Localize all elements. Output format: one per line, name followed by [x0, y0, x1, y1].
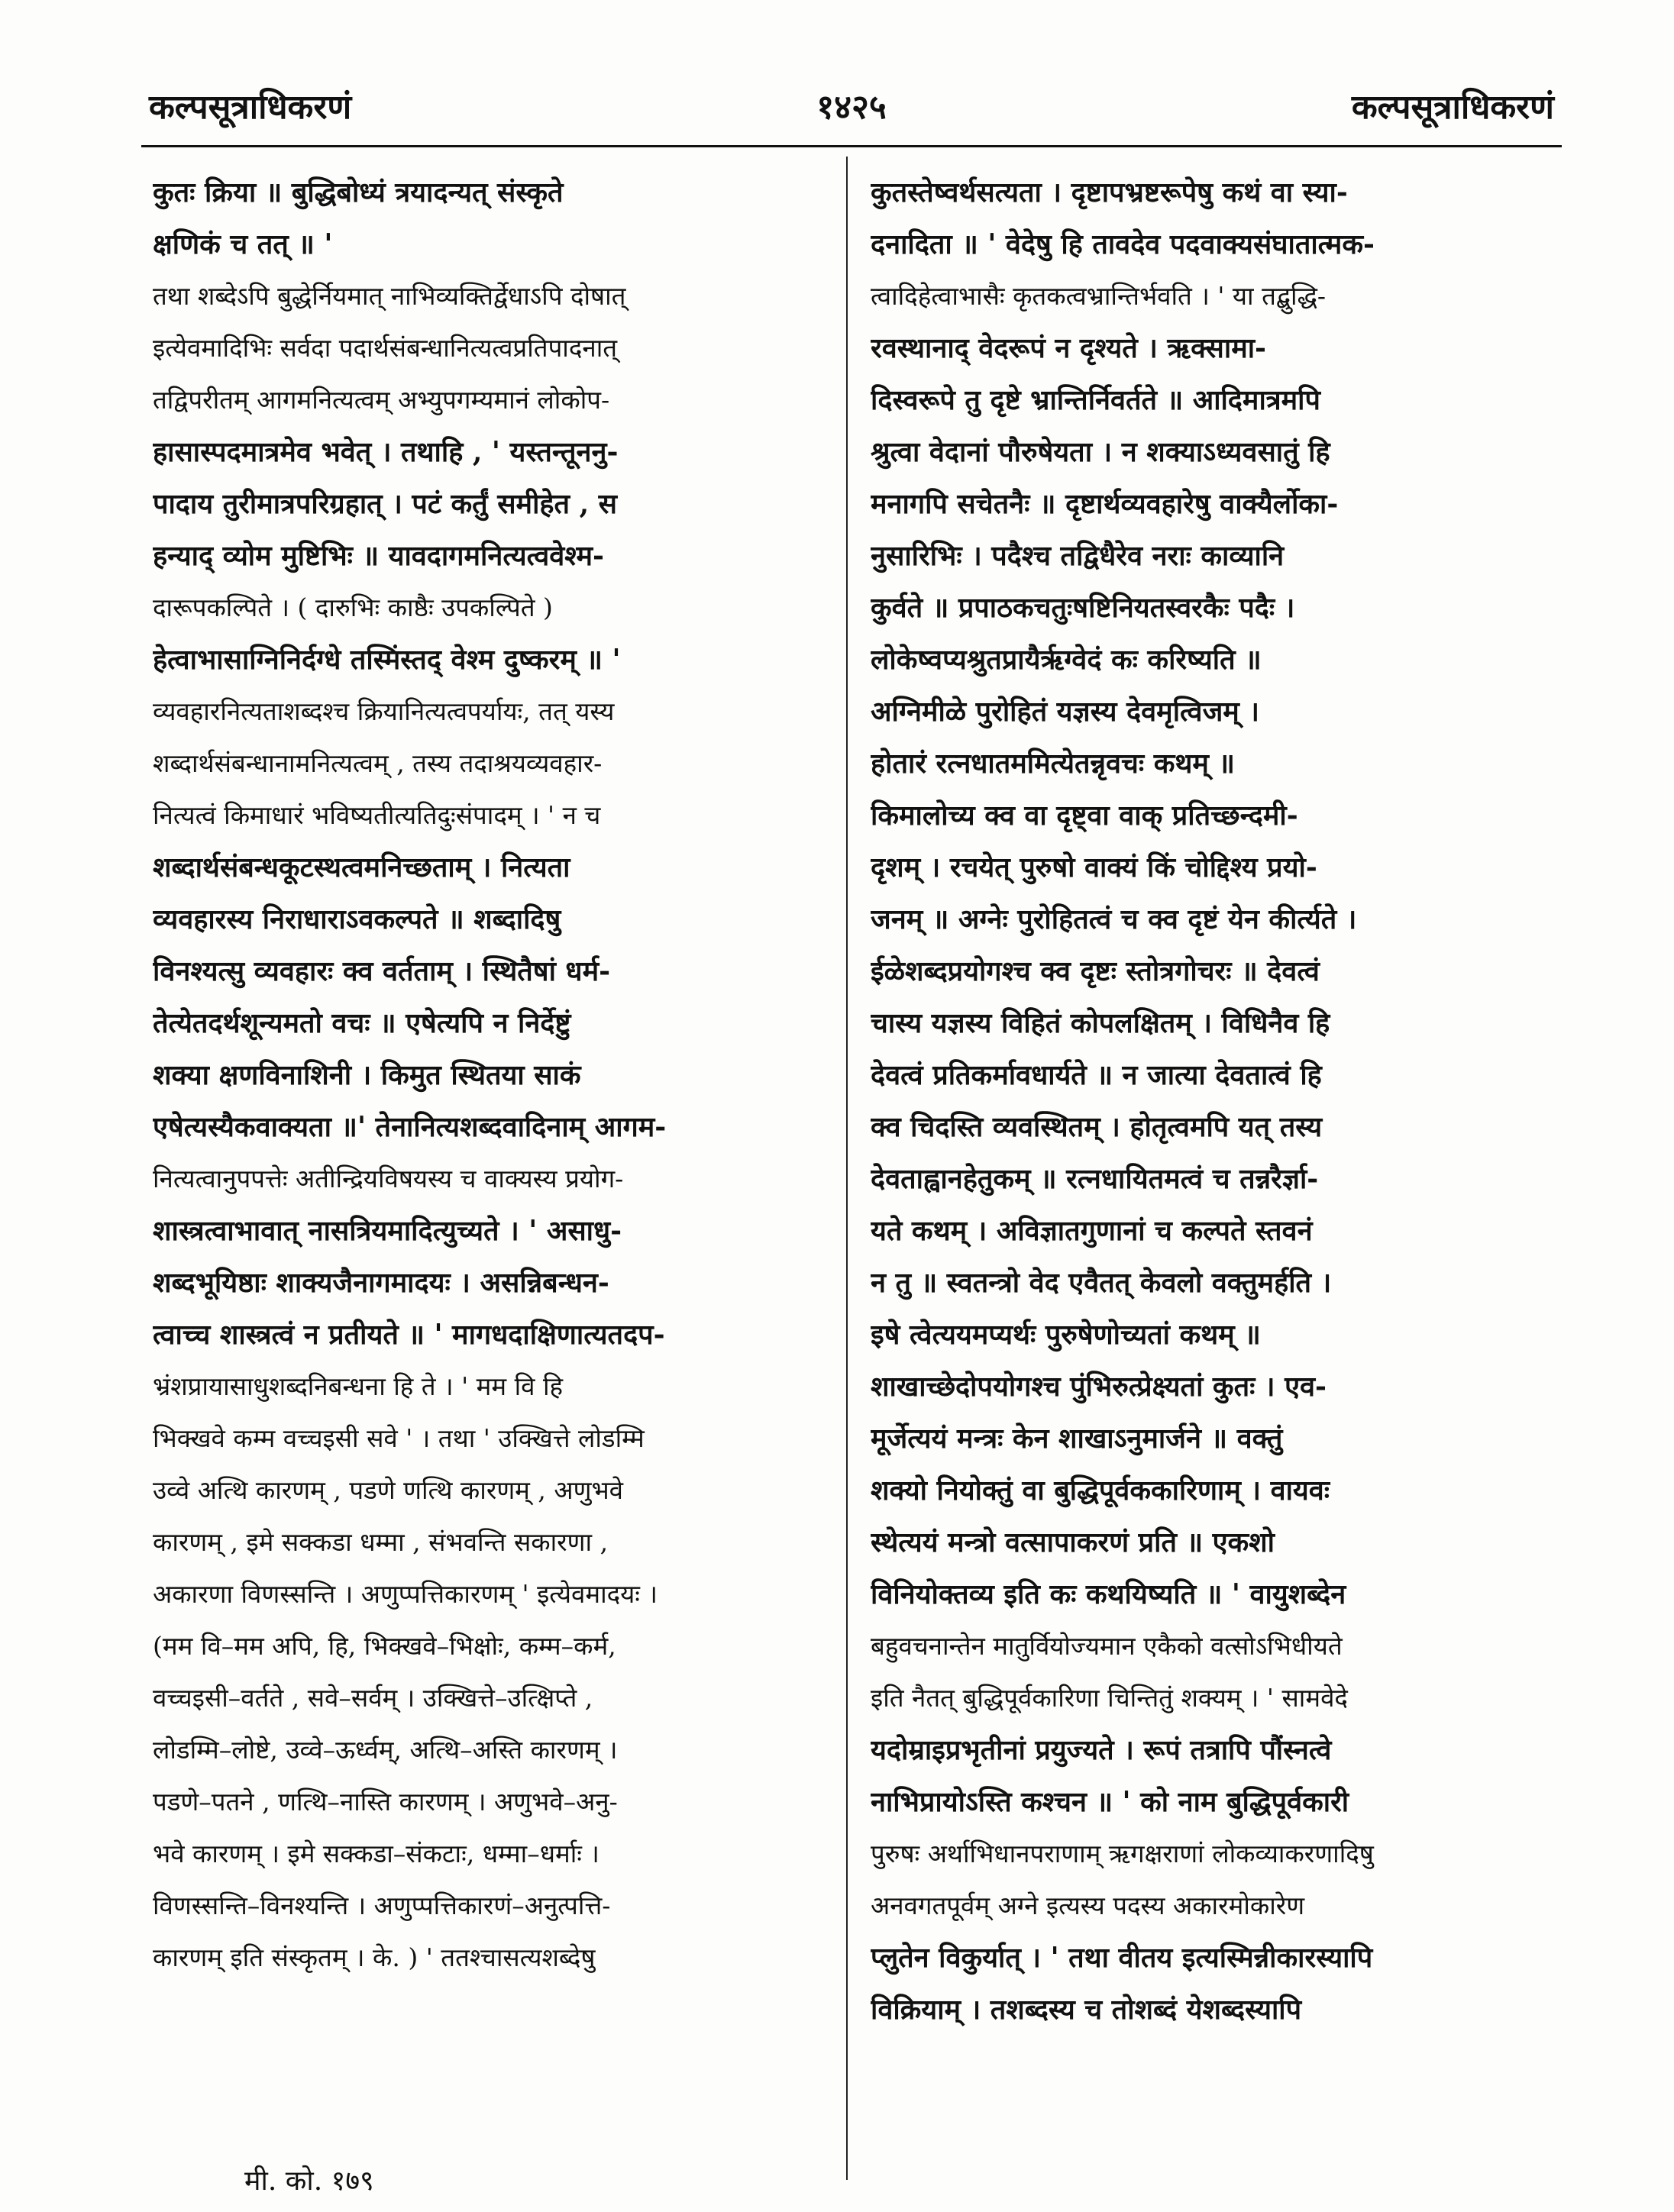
page-number: १४२५ — [816, 88, 887, 127]
left-column-line: हासास्पदमात्रमेव भवेत् । तथाहि , ' यस्तन्तूननु- — [153, 436, 619, 468]
right-column-line: कुतस्तेष्वर्थसत्यता । दृष्टापभ्रष्टरूपेषु कथं वा स्या- — [871, 176, 1348, 208]
right-column-line: नुसारिभिः । पदैश्च तद्विधैरेव नराः काव्यानि — [871, 540, 1285, 572]
left-column-line: विणस्सन्ति–विनश्यन्ति । अणुप्पत्तिकारणं–अनुत्पत्ति- — [153, 1891, 611, 1920]
left-column-line: इत्येवमादिभिः सर्वदा पदार्थसंबन्धानित्यत्वप्रतिपादनात् — [153, 333, 618, 363]
left-column-line: भवे कारणम् । इमे सक्कडा–संकटाः, धम्मा–धर्माः । — [153, 1839, 599, 1868]
right-column-line: ईळेशब्दप्रयोगश्च क्व दृष्टः स्तोत्रगोचरः ॥ देवत्वं — [871, 955, 1320, 987]
left-column-line: हेत्वाभासाग्निनिर्दग्धे तस्मिंस्तद् वेश्म दुष्करम् ॥ ' — [153, 644, 621, 676]
right-column-line: बहुवचनान्तेन मातुर्वियोज्यमान एकैको वत्सोऽभिधीयते — [871, 1631, 1343, 1661]
left-column-line: नित्यत्वं किमाधारं भविष्यतीत्यतिदुःसंपादम् । ' न च — [153, 800, 601, 830]
right-column-line: यते कथम् । अविज्ञातगुणानां च कल्पते स्तवनं — [871, 1215, 1313, 1247]
right-column-line: इति नैतत् बुद्धिपूर्वकारिणा चिन्तितुं शक्यम् । ' सामवेदे — [871, 1683, 1348, 1713]
left-column-line: तथा शब्देऽपि बुद्धेर्नियमात् नाभिव्यक्तिर्द्वेधाऽपि दोषात् — [153, 281, 626, 311]
left-column-line: विनश्यत्सु व्यवहारः क्व वर्तताम् । स्थितैषां धर्म- — [153, 955, 611, 987]
column-divider — [846, 157, 848, 2180]
footer-signature: मी. को. १७९ — [244, 2165, 374, 2197]
left-column-line: दारूपकल्पिते । ( दारुभिः काष्ठैः उपकल्पिते ) — [153, 593, 553, 622]
right-column-line: अग्निमीळे पुरोहितं यज्ञस्य देवमृत्विजम् । — [871, 696, 1259, 728]
right-column-line: पुरुषः अर्थाभिधानपराणाम् ऋगक्षराणां लोकव्याकरणादिषु — [871, 1839, 1374, 1868]
left-column-line: हन्याद् व्योम मुष्टिभिः ॥ यावदागमनित्यत्ववेश्म- — [153, 540, 604, 572]
left-column-line: शब्दार्थसंबन्धानामनित्यत्वम् , तस्य तदाश्रयव्यवहार- — [153, 748, 603, 778]
left-column-line: वच्चइसी–वर्तते , सवे–सर्वम् । उक्खित्ते–उत्क्षिप्ते , — [153, 1683, 593, 1713]
page-header — [141, 76, 1562, 137]
right-column-line: दिस्वरूपे तु दृष्टे भ्रान्तिर्निवर्तते ॥ आदिमात्रमपि — [871, 384, 1320, 416]
left-column-line: अकारणा विणस्सन्ति । अणुप्पत्तिकारणम् ' इत्येवमादयः । — [153, 1579, 658, 1609]
right-column-line: किमालोच्य क्व वा दृष्ट्वा वाक् प्रतिच्छन्दमी- — [871, 799, 1298, 832]
right-column-line: जनम् ॥ अग्नेः पुरोहितत्वं च क्व दृष्टं येन कीर्त्यते । — [871, 903, 1357, 935]
header-right-title: कल्पसूत्राधिकरणं — [1351, 88, 1554, 127]
right-column-line: चास्य यज्ञस्य विहितं कोपलक्षितम् । विधिनैव हि — [871, 1007, 1330, 1039]
left-column-line: शब्दभूयिष्ठाः शाक्यजैनागमादयः । असन्निबन्धन- — [153, 1267, 609, 1299]
left-column-line: कुतः क्रिया ॥ बुद्धिबोध्यं त्रयादन्यत् संस्कृते — [153, 176, 564, 208]
left-column-line: शक्या क्षणविनाशिनी । किमुत स्थितया साकं — [153, 1059, 581, 1091]
left-column-line: कारणम् , इमे सक्कडा धम्मा , संभवन्ति सकारणा , — [153, 1527, 609, 1557]
right-column-line: दृशम् । रचयेत् पुरुषो वाक्यं किं चोद्दिश्य प्रयो- — [871, 851, 1317, 883]
right-column-line: शाखाच्छेदोपयोगश्च पुंभिरुत्प्रेक्ष्यतां कुतः । एव- — [871, 1371, 1327, 1403]
left-column-line: उव्वे अत्थि कारणम् , पडणे णत्थि कारणम् , अणुभवे — [153, 1475, 624, 1505]
right-column-line: होतारं रत्नधातममित्येतन्नृवचः कथम् ॥ — [871, 748, 1235, 780]
left-column-line: पडणे–पतने , णत्थि–नास्ति कारणम् । अणुभवे–अनु- — [153, 1787, 618, 1816]
right-column-line: रवस्थानाद् वेदरूपं न दृश्यते । ऋक्सामा- — [871, 332, 1266, 364]
left-column-line: भ्रंशप्रायासाधुशब्दनिबन्धना हि ते । ' मम वि हि — [153, 1371, 564, 1401]
left-column-line: लोडम्मि–लोष्टे, उव्वे–ऊर्ध्वम्, अत्थि–अस्ति कारणम् । — [153, 1735, 618, 1765]
right-column-line: त्वादिहेत्वाभासैः कृतकत्वभ्रान्तिर्भवति । ' या तद्बुद्धि- — [871, 281, 1327, 311]
header-rule — [141, 145, 1562, 147]
right-column-line: श्रुत्वा वेदानां पौरुषेयता । न शक्याऽध्यवसातुं हि — [871, 436, 1330, 468]
left-column-line: व्यवहारनित्यताशब्दश्च क्रियानित्यत्वपर्यायः, तत् यस्य — [153, 696, 615, 726]
left-column-line: भिक्खवे कम्म वच्चइसी सवे ' । तथा ' उक्खित्ते लोडम्मि — [153, 1423, 645, 1453]
right-column-line: देवताह्वानहेतुकम् ॥ रत्नधायितमत्वं च तन्नरैर्ज्ञा- — [871, 1163, 1319, 1195]
right-column-line: स्थेत्ययं मन्त्रो वत्सापाकरणं प्रति ॥ एकशो — [871, 1526, 1275, 1558]
right-column-line: लोकेष्वप्यश्रुतप्रायैर्ऋग्वेदं कः करिष्यति ॥ — [871, 644, 1262, 676]
right-column-line: यदोम्राइप्रभृतीनां प्रयुज्यते । रूपं तत्रापि पौंस्नत्वे — [871, 1734, 1332, 1766]
right-column-line: विक्रियाम् । तशब्दस्य च तोशब्दं येशब्दस्यापि — [871, 1994, 1302, 2026]
right-column-line: इषे त्वेत्ययमप्यर्थः पुरुषेणोच्यतां कथम् ॥ — [871, 1319, 1261, 1351]
left-column-line: शब्दार्थसंबन्धकूटस्थत्वमनिच्छताम् । नित्यता — [153, 851, 570, 883]
right-column-line: दनादिता ॥ ' वेदेषु हि तावदेव पदवाक्यसंघातात्मक- — [871, 228, 1375, 260]
left-column-line: शास्त्रत्वाभावात् नासत्रियमादित्युच्यते । ' असाधु- — [153, 1215, 622, 1247]
left-column-line: कारणम् इति संस्कृतम् । के. ) ' ततश्चासत्यशब्देषु — [153, 1942, 596, 1972]
header-left-title: कल्पसूत्राधिकरणं — [149, 88, 352, 127]
left-column-line: पादाय तुरीमात्रपरिग्रहात् । पटं कर्तुं समीहेत , स — [153, 488, 617, 520]
right-column-line: नाभिप्रायोऽस्ति कश्चन ॥ ' को नाम बुद्धिपूर्वकारी — [871, 1786, 1349, 1818]
right-column-line: देवत्वं प्रतिकर्मावधार्यते ॥ न जात्या देवतात्वं हि — [871, 1059, 1322, 1091]
right-column-line: मनागपि सचेतनैः ॥ दृष्टार्थव्यवहारेषु वाक्यैर्लोका- — [871, 488, 1339, 520]
right-column-line: न तु ॥ स्वतन्त्रो वेद एवैतत् केवलो वक्तुमर्हति । — [871, 1267, 1332, 1299]
right-column-line: मूर्जेत्ययं मन्त्रः केन शाखाऽनुमार्जने ॥ वक्तुं — [871, 1422, 1283, 1455]
left-column-line: तद्विपरीतम् आगमनित्यत्वम् अभ्युपगम्यमानं लोकोप- — [153, 385, 610, 415]
left-column-line: तेत्येतदर्थशून्यमतो वचः ॥ एषेत्यपि न निर्देष्टुं — [153, 1007, 571, 1039]
left-column-line: (मम वि–मम अपि, हि, भिक्खवे–भिक्षोः, कम्म–कर्म, — [153, 1631, 616, 1661]
left-column-line: एषेत्यस्यैकवाक्यता ॥' तेनानित्यशब्दवादिनाम् आगम- — [153, 1111, 667, 1143]
right-column-line: विनियोक्तव्य इति कः कथयिष्यति ॥ ' वायुशब्देन — [871, 1578, 1346, 1610]
right-column-line: अनवगतपूर्वम् अग्ने इत्यस्य पदस्य अकारमोकारेण — [871, 1891, 1305, 1920]
left-column-line: व्यवहारस्य निराधाराऽवकल्पते ॥ शब्दादिषु — [153, 903, 561, 935]
right-column-line: प्लुतेन विकुर्यात् । ' तथा वीतय इत्यस्मिन्नीकारस्यापि — [871, 1942, 1373, 1974]
right-column-line: कुर्वते ॥ प्रपाठकचतुःषष्टिनियतस्वरकैः पदैः । — [871, 592, 1295, 624]
left-column-line: नित्यत्वानुपपत्तेः अतीन्द्रियविषयस्य च वाक्यस्य प्रयोग- — [153, 1164, 624, 1193]
right-column-line: क्व चिदस्ति व्यवस्थितम् । होतृत्वमपि यत् तस्य — [871, 1111, 1323, 1143]
right-column-line: शक्यो नियोक्तुं वा बुद्धिपूर्वककारिणाम् । वायवः — [871, 1474, 1330, 1506]
left-column-line: त्वाच्च शास्त्रत्वं न प्रतीयते ॥ ' मागधदाक्षिणात्यतदप- — [153, 1319, 665, 1351]
right-column — [871, 166, 1558, 2152]
left-column-line: क्षणिकं च तत् ॥ ' — [153, 228, 333, 260]
left-column — [153, 166, 840, 2152]
